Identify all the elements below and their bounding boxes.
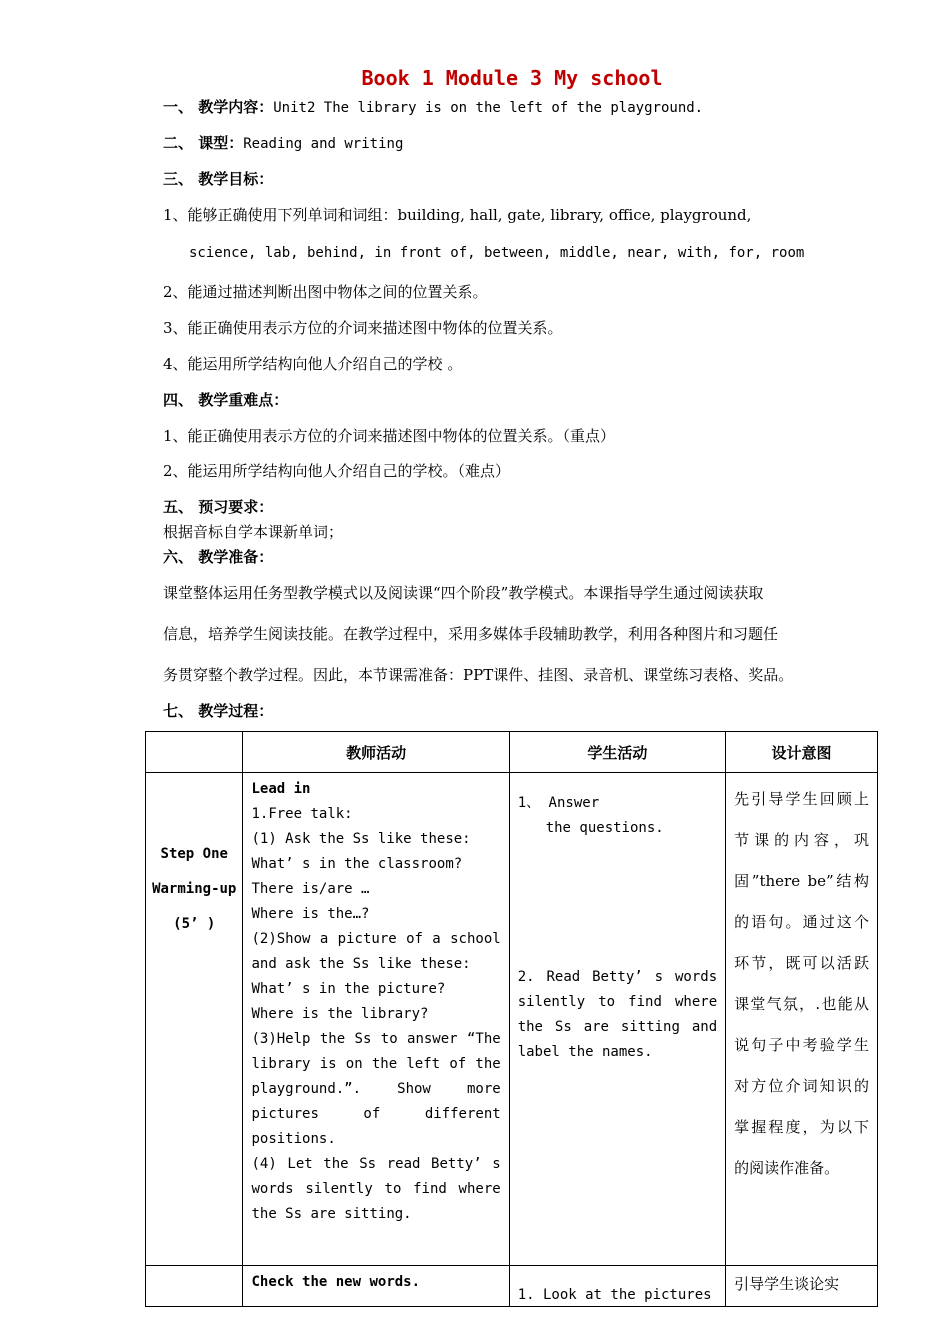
prep-paragraph-line: 务贯穿整个教学过程。因此，本节课需准备：PPT课件、挂图、录音机、课堂练习表格、奖品。 bbox=[163, 666, 794, 684]
activity-line: Lead in bbox=[251, 781, 311, 797]
section-heading: 二、 课型： bbox=[163, 134, 244, 152]
teacher-activity-cell bbox=[243, 773, 509, 1266]
goal-item: 4、能运用所学结构向他人介绍自己的学校 。 bbox=[163, 355, 463, 373]
goal-item: 1、能够正确使用下列单词和词组：building, hall, gate, library, office, playground, bbox=[163, 206, 752, 224]
step-time: (5’ ) bbox=[173, 916, 216, 932]
header-cell-student: 学生活动 bbox=[509, 732, 725, 773]
section-type bbox=[163, 132, 403, 153]
step-cell bbox=[146, 773, 243, 1266]
student-activity-cell: 1. Look at the pictures bbox=[509, 1266, 725, 1307]
student-activity-cell bbox=[509, 773, 725, 1266]
activity-line: Where is the…? bbox=[251, 906, 370, 922]
table-header-row bbox=[146, 732, 878, 773]
student-activity-line: the questions. bbox=[545, 820, 664, 836]
header-cell-step bbox=[146, 732, 243, 773]
prep-paragraph-line: 课堂整体运用任务型教学模式以及阅读课“四个阶段”教学模式。本课指导学生通过阅读获取 bbox=[163, 584, 764, 602]
section-heading: 三、 教学目标： bbox=[163, 170, 274, 188]
section-heading: 五、 预习要求： bbox=[163, 498, 274, 516]
table-row bbox=[146, 773, 878, 1266]
key-point: 1、能正确使用表示方位的介词来描述图中物体的位置关系。（重点） bbox=[163, 427, 616, 445]
section-heading: 四、 教学重难点： bbox=[163, 391, 289, 409]
document-title: Book 1 Module 3 My school bbox=[361, 66, 663, 90]
section-heading: 六、 教学准备： bbox=[163, 548, 274, 566]
activity-line: (4) Let the Ss read Betty’ s words silently to find where the Ss are sitting. bbox=[251, 1156, 501, 1222]
activity-line: What’ s in the picture? bbox=[251, 981, 446, 997]
step-phase: Warming-up bbox=[152, 881, 237, 897]
section-text: 根据音标自学本课新单词； bbox=[163, 523, 344, 541]
design-intent-cell: 引导学生谈论实 bbox=[726, 1266, 878, 1307]
step-name: Step One bbox=[160, 846, 228, 862]
teacher-activity-cell: Check the new words. bbox=[243, 1266, 509, 1307]
student-activity-line: 1、 Answer bbox=[517, 795, 600, 811]
section-text: Reading and writing bbox=[243, 136, 404, 152]
activity-line: There is/are … bbox=[251, 881, 370, 897]
activity-line: 1.Free talk: bbox=[251, 806, 353, 822]
table-row bbox=[146, 1266, 878, 1307]
teaching-process-table bbox=[145, 731, 878, 1307]
activity-line: (1) Ask the Ss like these: bbox=[251, 831, 471, 847]
design-intent-cell: 先引导学生回顾上节课的内容，巩固”there be”结构的语句。通过这个环节，既可以活跃课堂气氛，.也能从说句子中考验学生对方位介词知识的掌握程度，为以下的阅读作准备。 bbox=[726, 773, 878, 1266]
student-activity-line: 2. Read Betty’ s words silently to find where the Ss are sitting and label the names. bbox=[517, 969, 718, 1060]
section-content bbox=[163, 96, 703, 117]
header-cell-intent: 设计意图 bbox=[726, 732, 878, 773]
key-point: 2、能运用所学结构向他人介绍自己的学校。（难点） bbox=[163, 462, 511, 480]
section-text: Unit2 The library is on the left of the playground. bbox=[273, 100, 704, 116]
section-heading: 七、 教学过程： bbox=[163, 702, 274, 720]
prep-paragraph-line: 信息，培养学生阅读技能。在教学过程中，采用多媒体手段辅助教学，利用各种图片和习题任 bbox=[163, 625, 779, 643]
goal-item-continued: science, lab, behind, in front of, between, middle, near, with, for, room bbox=[189, 245, 805, 261]
activity-line: (2)Show a picture of a school and ask the Ss like these: bbox=[251, 931, 501, 972]
goal-item: 2、能通过描述判断出图中物体之间的位置关系。 bbox=[163, 283, 488, 301]
activity-line: Where is the library? bbox=[251, 1006, 429, 1022]
header-cell-teacher: 教师活动 bbox=[243, 732, 509, 773]
step-cell bbox=[146, 1266, 243, 1307]
goal-item: 3、能正确使用表示方位的介词来描述图中物体的位置关系。 bbox=[163, 319, 563, 337]
activity-line: What’ s in the classroom? bbox=[251, 856, 463, 872]
activity-line: (3)Help the Ss to answer “The library is on the left of the playground.”. Show more pictures of different positions. bbox=[251, 1031, 501, 1147]
section-heading: 一、 教学内容： bbox=[163, 98, 274, 116]
